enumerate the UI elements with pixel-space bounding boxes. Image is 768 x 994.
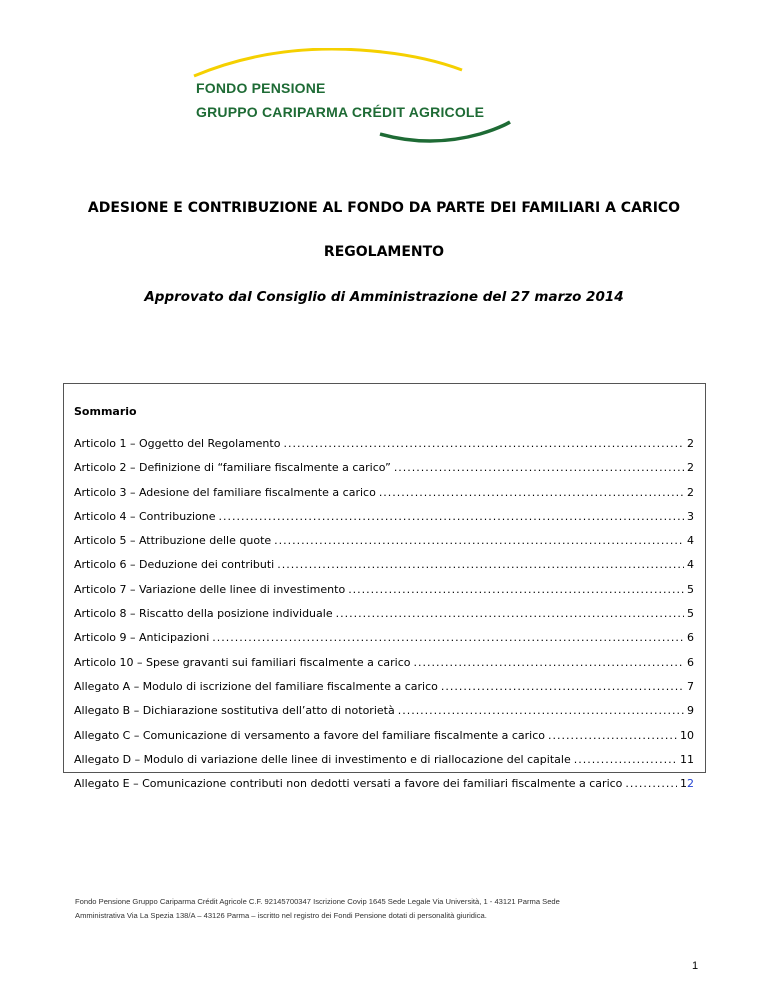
toc-dot-leader [574, 753, 677, 766]
page-footer [75, 895, 705, 923]
toc-entry-label[interactable]: Articolo 5 – Attribuzione delle quote [74, 534, 272, 548]
toc-entry[interactable] [74, 631, 694, 655]
toc-heading: Sommario [74, 405, 137, 418]
toc-entry-label[interactable]: Allegato E – Comunicazione contributi non dedotti versati a favore dei familiari fiscalmente a carico [74, 777, 623, 791]
fund-logo [190, 48, 530, 148]
toc-entry[interactable] [74, 583, 694, 607]
toc-entry[interactable] [74, 777, 694, 801]
toc-dot-leader [212, 631, 684, 644]
toc-dot-leader [379, 486, 684, 499]
toc-entry[interactable] [74, 461, 694, 485]
toc-entry-page[interactable]: 4 [687, 558, 694, 572]
toc-entry[interactable] [74, 486, 694, 510]
toc-entry-label[interactable]: Allegato A – Modulo di iscrizione del familiare fiscalmente a carico [74, 679, 438, 693]
toc-entry-label[interactable]: Allegato B – Dichiarazione sostitutiva dell’atto di notorietà [74, 704, 395, 718]
toc-entry-page[interactable]: 5 [687, 607, 694, 621]
toc-dot-leader [219, 510, 685, 523]
toc-entry-page[interactable]: 9 [687, 704, 694, 718]
page-number: 1 [692, 960, 699, 972]
toc-entry-page[interactable]: 7 [687, 679, 694, 693]
logo-arcs-icon [190, 48, 530, 148]
toc-entry-label[interactable]: Articolo 4 – Contribuzione [74, 509, 216, 523]
footer-line2: Amministrativa Via La Spezia 138/A – 43126 Parma – iscritto nel registro dei Fondi Pensione dotati di personalità giuridica. [75, 911, 487, 920]
toc-entry-label[interactable]: Articolo 6 – Deduzione dei contributi [74, 558, 275, 572]
toc-entry-label[interactable]: Allegato D – Modulo di variazione delle linee di investimento e di riallocazione del capitale [74, 752, 571, 766]
toc-dot-leader [283, 437, 684, 450]
toc-entry-page[interactable]: 11 [680, 752, 694, 766]
document-subtitle: REGOLAMENTO [323, 244, 445, 260]
toc-entry-page[interactable]: 2 [687, 437, 694, 450]
toc-dot-leader [625, 777, 677, 790]
toc-page-digit: 1 [680, 777, 687, 791]
toc-dot-leader [394, 461, 684, 474]
toc-entry[interactable] [74, 753, 694, 777]
toc-entry-label[interactable]: Articolo 3 – Adesione del familiare fiscalmente a carico [74, 485, 376, 499]
toc-entry[interactable] [74, 656, 694, 680]
toc-dot-leader [398, 704, 684, 717]
toc-entry-label[interactable]: Articolo 10 – Spese gravanti sui familiari fiscalmente a carico [74, 655, 411, 669]
toc-entry-page[interactable]: 6 [687, 655, 694, 669]
toc-page-digit-highlight: 2 [687, 777, 694, 791]
toc-entry-page[interactable]: 2 [687, 485, 694, 499]
logo-text-line2: GRUPPO CARIPARMA CRÉDIT AGRICOLE [196, 104, 485, 120]
toc-entry-label[interactable]: Articolo 1 – Oggetto del Regolamento [74, 437, 281, 450]
toc-list [74, 437, 694, 801]
toc-entry[interactable] [74, 704, 694, 728]
toc-entry-page[interactable]: 3 [687, 509, 694, 523]
toc-dot-leader [414, 656, 684, 669]
toc-dot-leader [277, 558, 684, 571]
toc-entry[interactable] [74, 437, 694, 461]
toc-entry[interactable] [74, 534, 694, 558]
toc-entry[interactable] [74, 510, 694, 534]
logo-bottom-arc [380, 122, 510, 141]
logo-text-line1: FONDO PENSIONE [196, 80, 326, 96]
toc-entry[interactable] [74, 729, 694, 753]
toc-entry-page[interactable]: 6 [687, 631, 694, 645]
toc-entry[interactable] [74, 607, 694, 631]
toc-entry-label[interactable]: Articolo 2 – Definizione di “familiare fiscalmente a carico” [74, 461, 391, 475]
toc-entry-label[interactable]: Articolo 8 – Riscatto della posizione individuale [74, 607, 333, 621]
toc-dot-leader [441, 680, 684, 693]
footer-line1: Fondo Pensione Gruppo Cariparma Crédit Agricole C.F. 92145700347 Iscrizione Covip 1645 Sede Legale Via Università, 1 - 43121 Parma Sede [75, 897, 560, 906]
toc-dot-leader [274, 534, 684, 547]
table-of-contents [63, 383, 706, 791]
logo-top-arc [194, 49, 462, 76]
toc-dot-leader [336, 607, 684, 620]
approval-note: Approvato dal Consiglio di Amministrazione del 27 marzo 2014 [144, 289, 624, 305]
toc-entry-page[interactable]: 4 [687, 534, 694, 548]
toc-entry-page[interactable]: 5 [687, 582, 694, 596]
toc-entry-page[interactable]: 10 [680, 728, 694, 742]
toc-entry[interactable] [74, 558, 694, 582]
toc-entry-label[interactable]: Articolo 9 – Anticipazioni [74, 631, 210, 645]
toc-entry-label[interactable]: Allegato C – Comunicazione di versamento a favore del familiare fiscalmente a carico [74, 728, 545, 742]
document-title: ADESIONE E CONTRIBUZIONE AL FONDO DA PARTE DEI FAMILIARI A CARICO [87, 200, 681, 216]
toc-entry-label[interactable]: Articolo 7 – Variazione delle linee di investimento [74, 582, 346, 596]
toc-entry[interactable] [74, 680, 694, 704]
toc-entry-page[interactable]: 2 [687, 461, 694, 475]
toc-dot-leader [548, 729, 677, 742]
toc-entry-page[interactable] [680, 777, 694, 790]
toc-dot-leader [348, 583, 684, 596]
